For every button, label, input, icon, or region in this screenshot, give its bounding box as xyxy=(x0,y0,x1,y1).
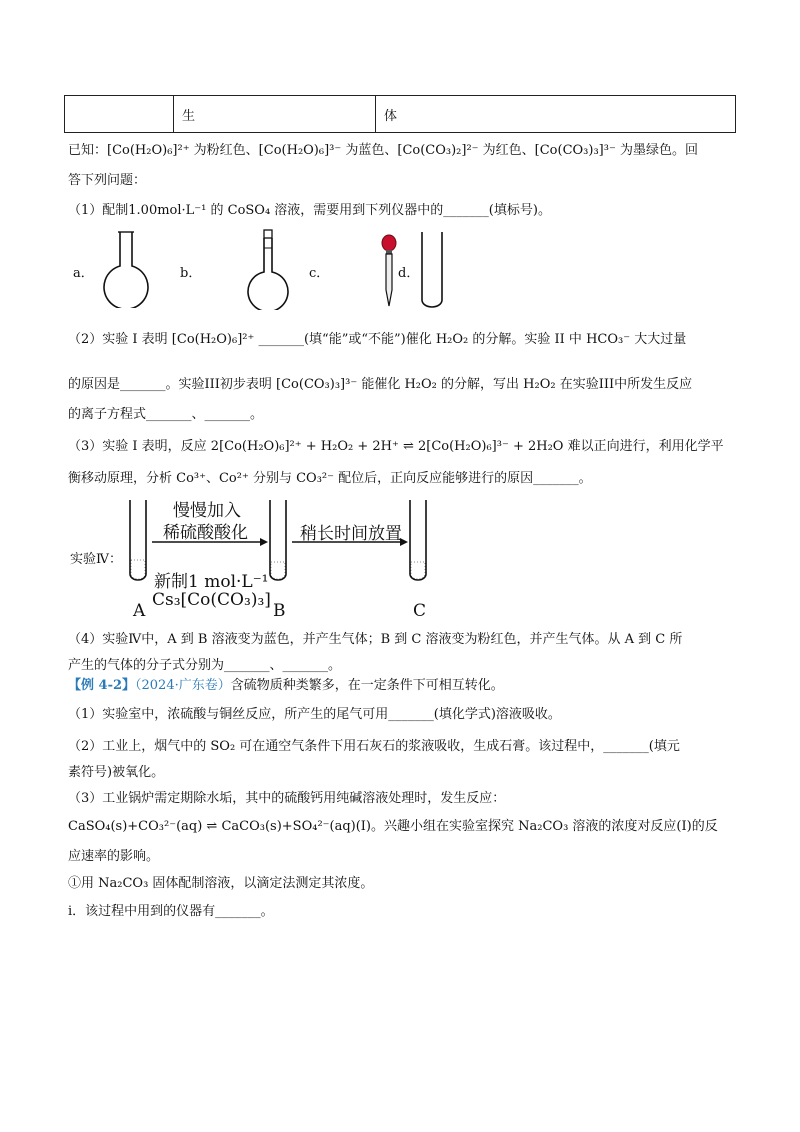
text-line: CaSO₄(s)+CO₃²⁻(aq) ⇌ CaCO₃(s)+SO₄²⁻(aq)(Ⅰ)。兴趣小组在实验室探究 Na₂CO₃ 溶液的浓度对反应(Ⅰ)的反 xyxy=(68,819,718,834)
text-line: 已知：[Co(H₂O)₆]²⁺ 为粉红色、[Co(H₂O)₆]³⁻ 为蓝色、[Co(CO₃)₂]²⁻ 为红色、[Co(CO₃)₃]³⁻ 为墨绿色。回 xyxy=(68,143,698,158)
option-label: a． xyxy=(73,266,94,281)
example-intro: 含硫物质种类繁多，在一定条件下可相互转化。 xyxy=(230,678,504,693)
text-line: 产生的气体的分子式分别为_______、_______。 xyxy=(68,658,342,673)
text-line: 素符号)被氧化。 xyxy=(68,765,165,780)
table-cell: 生 xyxy=(174,96,376,133)
text-line: i．该过程中用到的仪器有_______。 xyxy=(68,904,274,919)
text-line: （2）工业上，烟气中的 SO₂ 可在通空气条件下用石灰石的浆液吸收，生成石膏。该过程中，_______(填元 xyxy=(68,739,680,754)
example-source: （2024·广东卷） xyxy=(135,678,231,693)
round-bottom-flask-icon xyxy=(96,228,156,308)
test-tube-icon xyxy=(418,230,446,310)
experiment-label: 实验Ⅳ： xyxy=(70,552,122,567)
option-label: d． xyxy=(398,266,420,281)
text-line: 的原因是_______。实验III初步表明 [Co(CO₃)₃]³⁻ 能催化 H₂O₂ 的分解，写出 H₂O₂ 在实验III中所发生反应 xyxy=(68,377,693,392)
option-label: c． xyxy=(309,266,330,281)
arrow-label: 稀硫酸酸化 xyxy=(163,523,248,543)
top-table xyxy=(64,95,736,133)
tube-label-c: C xyxy=(413,601,427,621)
text-line: 答下列问题： xyxy=(68,173,147,188)
text-line: （3）工业锅炉需定期除水垢，其中的硫酸钙用纯碱溶液处理时，发生反应： xyxy=(68,791,506,806)
volumetric-flask-icon xyxy=(240,228,296,310)
text-line: （2）实验 I 表明 [Co(H₂O)₆]²⁺ _______(填“能”或“不能”)催化 H₂O₂ 的分解。实验 II 中 HCO₃⁻ 大大过量 xyxy=(68,332,687,347)
table-cell xyxy=(65,96,174,133)
tube-label-b: B xyxy=(273,601,286,621)
text-line: ①用 Na₂CO₃ 固体配制溶液，以滴定法测定其浓度。 xyxy=(68,876,374,891)
tube-label-a: A xyxy=(133,601,146,621)
option-label: b． xyxy=(180,266,202,281)
arrow-label: 慢慢加入 xyxy=(173,501,241,521)
text-line: 衡移动原理，分析 Co³⁺、Co²⁺ 分别与 CO₃²⁻ 配位后，正向反应能够进行的原因_______。 xyxy=(68,471,592,486)
arrow-label: 稍长时间放置 xyxy=(300,524,402,544)
text-line: （3）实验 I 表明，反应 2[Co(H₂O)₆]²⁺ + H₂O₂ + 2H⁺ ⇌ 2[Co(H₂O)₆]³⁻ + 2H₂O 难以正向进行，利用化学平 xyxy=(68,439,724,454)
text-line: 应速率的影响。 xyxy=(68,849,160,864)
text-line: （1）配制1.00mol·L⁻¹ 的 CoSO₄ 溶液，需要用到下列仪器中的_______(填标号)。 xyxy=(68,203,551,218)
table-cell: 体 xyxy=(376,96,736,133)
example-tag: 【例 4-2】 xyxy=(68,678,136,693)
text-line: （1）实验室中，浓硫酸与铜丝反应，所产生的尾气可用_______(填化学式)溶液吸收。 xyxy=(68,707,561,722)
text-line: 的离子方程式_______、_______。 xyxy=(68,407,264,422)
example-heading xyxy=(68,676,504,696)
reagent-label: Cs₃[Co(CO₃)₃] xyxy=(152,590,271,610)
text-line: （4）实验Ⅳ中，A 到 B 溶液变为蓝色，并产生气体；B 到 C 溶液变为粉红色，并产生气体。从 A 到 C 所 xyxy=(68,632,683,647)
reagent-label: 新制1 mol·L⁻¹ xyxy=(154,572,269,592)
